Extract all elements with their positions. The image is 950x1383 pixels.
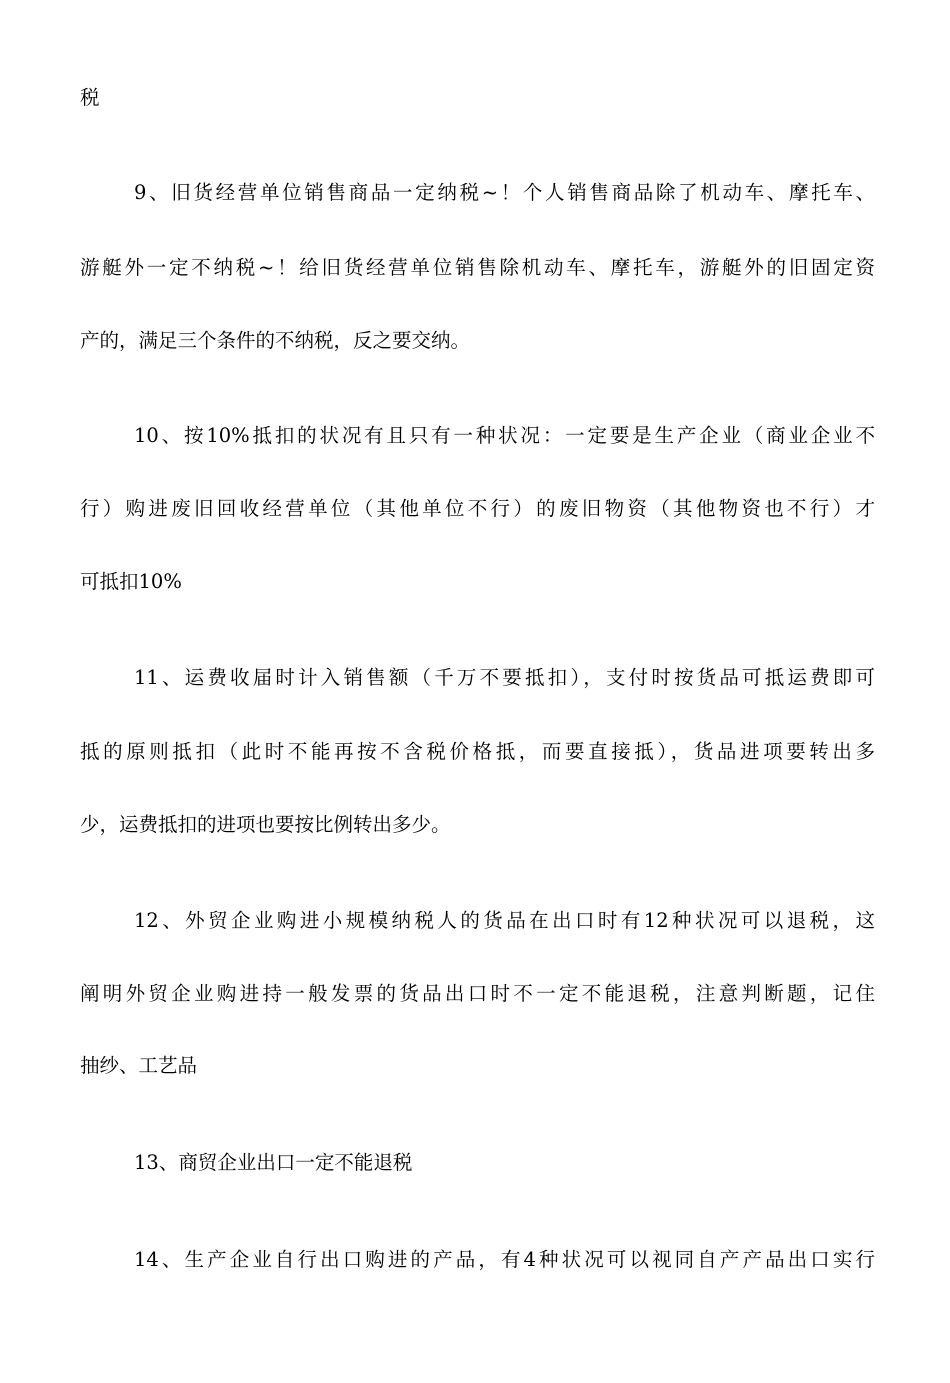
- paragraph-11-line-3: 少，运费抵扣的进项也要按比例转出多少。: [80, 813, 451, 836]
- paragraph-11-line-1: 11、运费收届时计入销售额（千万不要抵扣），支付时按货品可抵运费即可: [134, 666, 875, 689]
- paragraph-12-line-3: 抽纱、工艺品: [80, 1054, 198, 1077]
- paragraph-9-line-3: 产的，满足三个条件的不纳税，反之要交纳。: [80, 329, 471, 352]
- paragraph-9-line-1: 9、旧货经营单位销售商品一定纳税~！个人销售商品除了机动车、摩托车、: [134, 181, 875, 204]
- paragraph-9-line-2: 游艇外一定不纳税~！给旧货经营单位销售除机动车、摩托车，游艇外的旧固定资: [80, 256, 875, 279]
- paragraph-10-line-2: 行）购进废旧回收经营单位（其他单位不行）的废旧物资（其他物资也不行）才: [80, 497, 875, 520]
- text-line: 税: [80, 86, 100, 109]
- paragraph-13-line-1: 13、商贸企业出口一定不能退税: [134, 1151, 413, 1174]
- paragraph-14-line-1: 14、生产企业自行出口购进的产品，有4种状况可以视同自产产品出口实行: [134, 1248, 875, 1271]
- paragraph-11-line-2: 抵的原则抵扣（此时不能再按不含税价格抵，而要直接抵），货品进项要转出多: [80, 740, 875, 763]
- paragraph-12-line-1: 12、外贸企业购进小规模纳税人的货品在出口时有12种状况可以退税，这: [134, 909, 875, 932]
- paragraph-12-line-2: 阐明外贸企业购进持一般发票的货品出口时不一定不能退税，注意判断题，记住: [80, 982, 875, 1005]
- paragraph-10-line-3: 可抵扣10%: [80, 570, 182, 593]
- paragraph-10-line-1: 10、按10%抵扣的状况有且只有一种状况：一定要是生产企业（商业企业不: [134, 424, 875, 447]
